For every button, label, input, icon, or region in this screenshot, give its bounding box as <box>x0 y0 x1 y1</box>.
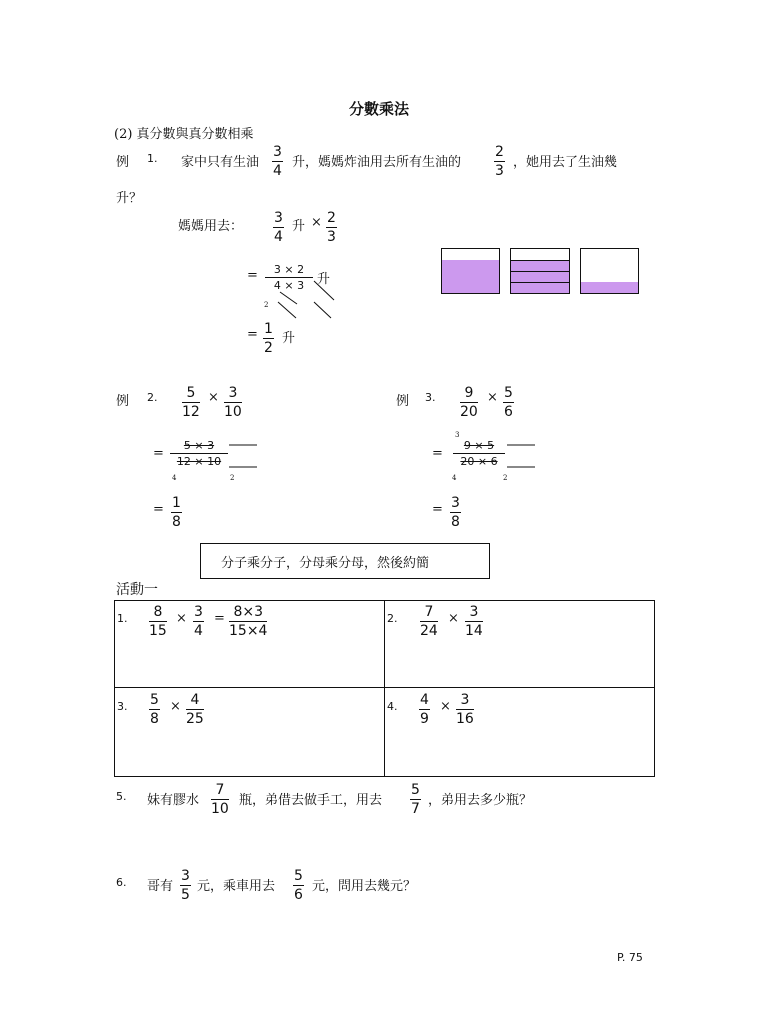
example1-result: $\frac{1}{2}$ <box>264 321 273 356</box>
example2-cancel-right: 2 <box>230 474 235 482</box>
example2-result: $\frac{1}{8}$ <box>172 495 181 530</box>
example1-step2-unit: 升 <box>317 272 331 287</box>
q3-times: × <box>170 699 181 714</box>
activity-title: 活動一 <box>116 582 158 598</box>
example1-cancel-small: 2 <box>264 301 269 309</box>
example1-label: 例 <box>116 155 130 170</box>
example3-cancel-top: 3 <box>455 431 460 439</box>
section-heading: (2) 真分數與真分數相乘 <box>114 127 254 142</box>
q4-fraction2: $\frac{3}{16}$ <box>456 692 474 727</box>
q1-fraction2: $\frac{3}{4}$ <box>194 604 203 639</box>
example2-eq-1: = <box>153 446 164 461</box>
q2-times: × <box>448 611 459 626</box>
example1-used-label: 媽媽用去： <box>178 219 244 234</box>
example3-result: $\frac{3}{8}$ <box>451 495 460 530</box>
q5-number: 5. <box>116 790 127 803</box>
example3-label: 例 <box>396 394 410 409</box>
example3-expression: $\frac{9 \times 5}{20 \times 6}$ <box>453 440 505 467</box>
q6-text-b: 元，乘車用去 <box>197 879 276 894</box>
q6-fraction2: $\frac{5}{6}$ <box>294 868 303 903</box>
q5-fraction1: $\frac{7}{10}$ <box>211 782 229 817</box>
example1-step1-times: × <box>311 215 322 230</box>
q1-fraction1: $\frac{8}{15}$ <box>149 604 167 639</box>
example2-fraction2: $\frac{3}{10}$ <box>224 385 242 420</box>
q3-number: 3. <box>117 700 128 713</box>
rule-box <box>200 543 490 579</box>
example1-text-b: 升，媽媽炸油用去所有生油的 <box>292 155 462 170</box>
q4-fraction1: $\frac{4}{9}$ <box>420 692 429 727</box>
example1-step1-frac1: $\frac{3}{4}$ <box>274 210 283 245</box>
example2-eq-2: = <box>153 502 164 517</box>
example1-step1-unit: 升 <box>292 219 306 234</box>
example3-cancel-right: 2 <box>503 474 508 482</box>
example1-step2-expression: $\frac{3 \times 2}{4 \times 3}$ <box>265 264 313 291</box>
q1-number: 1. <box>117 612 128 625</box>
q2-fraction2: $\frac{3}{14}$ <box>465 604 483 639</box>
page-title: 分數乘法 <box>349 100 410 118</box>
example2-times: × <box>208 390 219 405</box>
example1-fraction2: $\frac{2}{3}$ <box>495 144 504 179</box>
q6-number: 6. <box>116 876 127 889</box>
q3-fraction1: $\frac{5}{8}$ <box>150 692 159 727</box>
example3-fraction2: $\frac{5}{6}$ <box>504 385 513 420</box>
q4-times: × <box>440 699 451 714</box>
q3-fraction2: $\frac{4}{25}$ <box>186 692 204 727</box>
q6-text-a: 哥有 <box>147 879 174 894</box>
rule-text: 分子乘分子，分母乘分母，然後約簡 <box>221 556 430 571</box>
example3-number: 3. <box>425 391 436 404</box>
q5-text-a: 妹有膠水 <box>147 793 200 808</box>
q6-text-c: 元，問用去幾元？ <box>312 879 417 894</box>
q1-expression: $\frac{8\times 3}{15\times 4}$ <box>229 604 268 639</box>
q1-eq: = <box>214 611 225 626</box>
q5-fraction2: $\frac{5}{7}$ <box>411 782 420 817</box>
example1-fraction1: $\frac{3}{4}$ <box>273 144 282 179</box>
example1-step2-eq: = <box>247 268 258 283</box>
example1-step1-frac2: $\frac{2}{3}$ <box>327 210 336 245</box>
example2-cancel-left: 4 <box>172 474 177 482</box>
q5-text-c: ，弟用去多少瓶？ <box>428 793 533 808</box>
example3-eq-2: = <box>432 502 443 517</box>
example3-eq-1: = <box>432 446 443 461</box>
example1-result-unit: 升 <box>282 331 296 346</box>
example1-step3-eq: = <box>247 327 258 342</box>
example2-number: 2. <box>147 391 158 404</box>
example2-expression: $\frac{5 \times 3}{12 \times 10}$ <box>170 440 228 467</box>
example1-text-d: 升？ <box>116 191 143 206</box>
page-number: P. 75 <box>617 951 643 964</box>
example1-text-c: ，她用去了生油幾 <box>513 155 618 170</box>
q6-fraction1: $\frac{3}{5}$ <box>181 868 190 903</box>
q2-fraction1: $\frac{7}{24}$ <box>420 604 438 639</box>
example3-times: × <box>487 390 498 405</box>
example3-cancel-left: 4 <box>452 474 457 482</box>
q5-text-b: 瓶，弟借去做手工，用去 <box>239 793 383 808</box>
q2-number: 2. <box>387 612 398 625</box>
example1-number: 1. <box>147 152 158 165</box>
example2-label: 例 <box>116 394 130 409</box>
q1-times: × <box>176 611 187 626</box>
example1-text-a: 家中只有生油 <box>181 155 260 170</box>
q4-number: 4. <box>387 700 398 713</box>
example2-fraction1: $\frac{5}{12}$ <box>182 385 200 420</box>
example3-fraction1: $\frac{9}{20}$ <box>460 385 478 420</box>
